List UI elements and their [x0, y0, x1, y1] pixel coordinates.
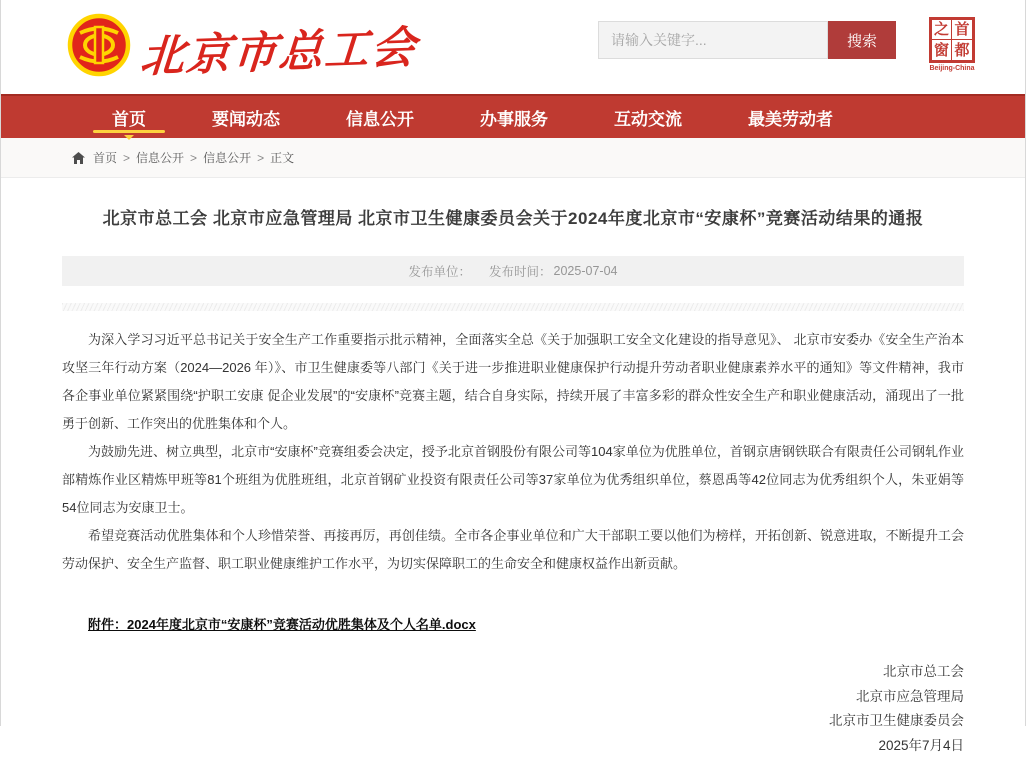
active-tab-underline [93, 130, 165, 133]
nav-item-services[interactable]: 办事服务 [447, 96, 581, 138]
main-nav [1, 94, 1025, 138]
seal-caption: Beijing-China [929, 65, 975, 72]
nav-item-interaction[interactable]: 互动交流 [581, 96, 715, 138]
nav-item-info-disclosure[interactable]: 信息公开 [313, 96, 447, 138]
paragraph: 为深入学习习近平总书记关于安全生产工作重要指示批示精神，全面落实全总《关于加强职工安全文化建设的指导意见》、 北京市安委办《安全生产治本攻坚三年行动方案（2024—2026 年）》、市卫生健康委等八部门《关于进一步推进职业健康保护行动提升劳动者职业健康素养水平的通知》等文件精神，我市各企事业单位紧紧围绕“护职工安康 促企业发展”的“安康杯”竞赛主题，结合自身实际，持续开展了丰富多彩的群众性安全生产和职业健康活动，涌现出了一批勇于创新、工作突出的优胜集体和个人。 [62, 326, 964, 438]
logo-title: 北京市总工会 [138, 11, 419, 85]
nav-item-news[interactable]: 要闻动态 [179, 96, 313, 138]
breadcrumb-separator: > [123, 151, 130, 165]
search-button[interactable]: 搜索 [828, 21, 896, 59]
signature-org: 北京市总工会 [62, 660, 964, 685]
site-header [1, 0, 1025, 94]
search-area [598, 21, 896, 59]
seal-char: 之 [932, 20, 952, 40]
active-tab-triangle-icon [124, 135, 134, 140]
paragraph: 希望竞赛活动优胜集体和个人珍惜荣誉、再接再厉，再创佳绩。全市各企事业单位和广大干部职工要以他们为榜样，开拓创新、锐意进取，不断提升工会劳动保护、安全生产监督、职工职业健康维护工作水平，为切实保障职工的生命安全和健康权益作出新贡献。 [62, 522, 964, 578]
breadcrumb-current: 正文 [270, 149, 294, 166]
breadcrumb-info-disclosure-2[interactable]: 信息公开 [203, 149, 251, 166]
union-emblem-icon [67, 13, 131, 82]
article-title: 北京市总工会 北京市应急管理局 北京市卫生健康委员会关于2024年度北京市“安康杯”竞赛活动结果的通报 [62, 204, 964, 229]
site-logo[interactable] [67, 13, 417, 82]
signature-org: 北京市卫生健康委员会 [62, 709, 964, 734]
nav-item-best-workers[interactable]: 最美劳动者 [715, 96, 866, 138]
seal-char: 都 [952, 40, 972, 60]
breadcrumb-home[interactable]: 首页 [93, 149, 117, 166]
breadcrumb-info-disclosure[interactable]: 信息公开 [136, 149, 184, 166]
signature-org: 北京市应急管理局 [62, 685, 964, 710]
article-meta [62, 256, 964, 286]
signature-date: 2025年7月4日 [62, 734, 964, 758]
home-icon [72, 152, 85, 164]
article [1, 204, 1025, 758]
seal-grid [929, 17, 975, 63]
breadcrumb-separator: > [190, 151, 197, 165]
seal-char: 首 [952, 20, 972, 40]
breadcrumb-separator: > [257, 151, 264, 165]
attachment-link[interactable]: 附件：2024年度北京市“安康杯”竞赛活动优胜集体及个人名单.docx [88, 614, 476, 633]
seal-char: 窗 [932, 40, 952, 60]
paragraph: 为鼓励先进、树立典型，北京市“安康杯”竞赛组委会决定，授予北京首钢股份有限公司等104家单位为优胜单位，首钢京唐钢铁联合有限责任公司钢轧作业部精炼作业区精炼甲班等81个班组为优胜班组，北京首钢矿业投资有限责任公司等37家单位为优秀组织单位，蔡恩禹等42位同志为优秀组织个人，朱亚娟等54位同志为安康卫士。 [62, 438, 964, 522]
publish-time-value: 2025-07-04 [554, 264, 618, 278]
article-body [62, 326, 964, 578]
breadcrumb [1, 138, 1025, 178]
publisher-label: 发布单位： [409, 262, 472, 280]
capital-window-seal[interactable] [929, 17, 975, 72]
nav-item-home[interactable]: 首页 [79, 96, 179, 138]
signature-block [62, 660, 964, 758]
search-input[interactable] [598, 21, 828, 59]
publish-time-label: 发布时间： [489, 262, 552, 280]
hatched-divider [62, 303, 964, 311]
